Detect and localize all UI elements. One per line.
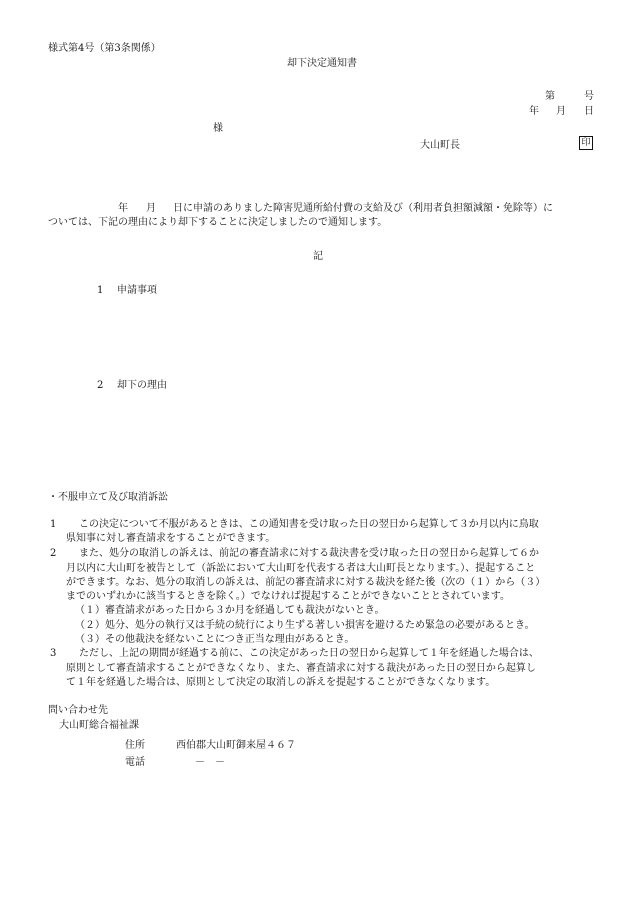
appeal-subitem-3: （３）その他裁決を経ないことにつき正当な理由があるとき。 <box>75 634 355 645</box>
intro-line-2: ついては、下記の理由により却下することに決定しましたので通知します。 <box>48 217 388 228</box>
contact-phone-label: 電話 <box>125 757 145 768</box>
section-2-number: 2 <box>97 380 104 391</box>
section-1-number: 1 <box>97 285 104 296</box>
ki-mark: 記 <box>313 251 323 262</box>
date-year: 年 <box>529 106 539 117</box>
doc-number-dai: 第 <box>545 91 555 102</box>
appeal-heading: ・不服申立て及び取消訴訟 <box>48 492 168 503</box>
section-1-label: 申請事項 <box>117 285 157 296</box>
appeal-item-1-line-1: この決定について不服があるときは、この通知書を受け取った日の翌日から起算して３か月以内に鳥取 <box>79 519 539 530</box>
intro-year: 年 <box>118 203 128 214</box>
appeal-item-3-line-1: ただし、上記の期間が経過する前に、この決定があった日の翌日から起算して１年を経過した場合は、 <box>79 648 539 659</box>
contact-address-value: 西伯郡大山町御来屋４６７ <box>176 740 296 751</box>
sender-name: 大山町長 <box>420 140 460 151</box>
date-day: 日 <box>584 106 594 117</box>
appeal-item-3-number: 3 <box>50 648 57 659</box>
recipient-suffix: 様 <box>213 123 223 134</box>
document-title: 却下決定通知書 <box>287 58 357 69</box>
appeal-item-3-line-2: 原則として審査請求することができなくなり、また、審査請求に対する裁決があった日の翌日から起算し <box>66 663 536 674</box>
appeal-item-2-line-2: 月以内に大山町を被告として（訴訟において大山町を代表する者は大山町長となります。）、提起すること <box>66 563 536 574</box>
contact-address-label: 住所 <box>125 740 145 751</box>
appeal-subitem-1: （１）審査請求があった日から３か月を経過しても裁決がないとき。 <box>75 605 385 616</box>
appeal-item-1-line-2: 県知事に対し審査請求をすることができます。 <box>66 533 276 544</box>
appeal-item-2-line-1: また、処分の取消しの訴えは、前記の審査請求に対する裁決書を受け取った日の翌日から起算して６か <box>79 548 539 559</box>
appeal-subitem-2: （２）処分、処分の執行又は手続の続行により生ずる著しい損害を避けるため緊急の必要があるとき。 <box>75 620 535 631</box>
appeal-item-1-number: 1 <box>50 519 57 530</box>
seal-mark: 印 <box>579 136 593 150</box>
section-2-label: 却下の理由 <box>117 380 167 391</box>
contact-heading: 問い合わせ先 <box>48 705 108 716</box>
date-month: 月 <box>556 106 566 117</box>
appeal-item-2-line-3: ができます。なお、処分の取消しの訴えは、前記の審査請求に対する裁決を経た後（次の（１）から（３） <box>66 577 546 588</box>
intro-month: 月 <box>146 203 156 214</box>
doc-number-go: 号 <box>584 91 594 102</box>
intro-line-1: 日に申請のありました障害児通所給付費の支給及び（利用者負担額減額・免除等）に <box>173 203 553 214</box>
form-label: 様式第4号（第3条関係） <box>48 43 161 54</box>
contact-department: 大山町総合福祉課 <box>59 720 139 731</box>
contact-phone-value: － － <box>195 757 225 768</box>
appeal-item-2-number: 2 <box>50 548 57 559</box>
appeal-item-2-line-4: までのいずれかに該当するときを除く。）でなければ提起することができないこととされています。 <box>66 591 510 602</box>
appeal-item-3-line-3: て１年を経過した場合は、原則として決定の取消しの訴えを提起することができなくなります。 <box>66 677 496 688</box>
